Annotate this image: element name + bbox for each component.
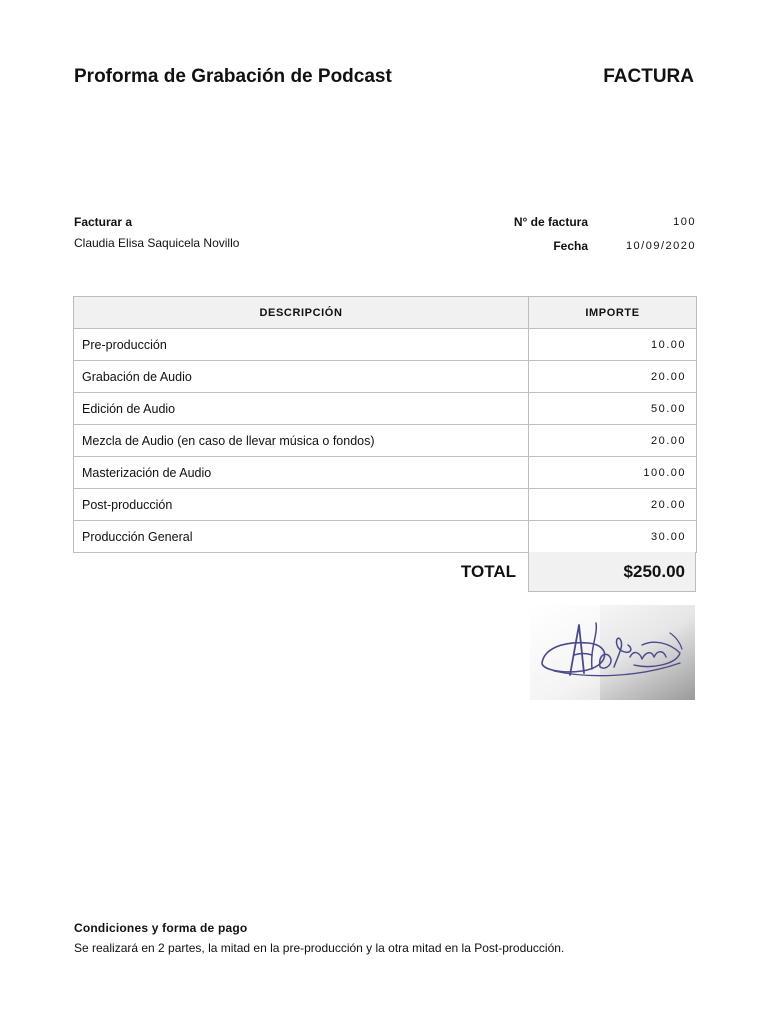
total-label: TOTAL xyxy=(460,562,516,581)
table-row xyxy=(74,361,697,393)
row-amount: 20.00 xyxy=(529,425,697,457)
document-type: FACTURA xyxy=(603,66,694,87)
table-row xyxy=(74,425,697,457)
bill-to-label: Facturar a xyxy=(74,215,133,229)
signature-image xyxy=(530,605,695,700)
row-amount: 20.00 xyxy=(529,489,697,521)
row-amount: 50.00 xyxy=(529,393,697,425)
column-header-amount: IMPORTE xyxy=(529,297,697,329)
invoice-date: 10/09/2020 xyxy=(625,240,696,252)
invoice-number: 100 xyxy=(673,216,696,228)
table-row xyxy=(74,393,697,425)
line-items-table xyxy=(73,296,697,553)
row-description: Grabación de Audio xyxy=(74,361,529,393)
invoice-number-label: N° de factura xyxy=(513,215,588,229)
row-amount: 20.00 xyxy=(529,361,697,393)
handwritten-signature-icon xyxy=(530,605,695,700)
row-amount: 10.00 xyxy=(529,329,697,361)
conditions-title: Condiciones y forma de pago xyxy=(74,921,248,935)
row-description: Post-producción xyxy=(74,489,529,521)
page-title: Proforma de Grabación de Podcast xyxy=(74,66,392,87)
row-description: Masterización de Audio xyxy=(74,457,529,489)
row-description: Pre-producción xyxy=(74,329,529,361)
row-amount: 100.00 xyxy=(529,457,697,489)
table-row xyxy=(74,489,697,521)
column-header-description: DESCRIPCIÓN xyxy=(74,297,529,329)
table-row xyxy=(74,457,697,489)
table-header-row xyxy=(74,297,697,329)
total-value: $250.00 xyxy=(528,552,696,592)
table-row xyxy=(74,329,697,361)
invoice-date-label: Fecha xyxy=(553,239,588,253)
signature-paper-highlight xyxy=(530,605,600,700)
row-amount: 30.00 xyxy=(529,521,697,553)
row-description: Mezcla de Audio (en caso de llevar música o fondos) xyxy=(74,425,529,457)
conditions-text: Se realizará en 2 partes, la mitad en la pre-producción y la otra mitad en la Post-producción. xyxy=(74,941,565,955)
bill-to-name: Claudia Elisa Saquicela Novillo xyxy=(74,236,240,250)
row-description: Producción General xyxy=(74,521,529,553)
row-description: Edición de Audio xyxy=(74,393,529,425)
table-row xyxy=(74,521,697,553)
